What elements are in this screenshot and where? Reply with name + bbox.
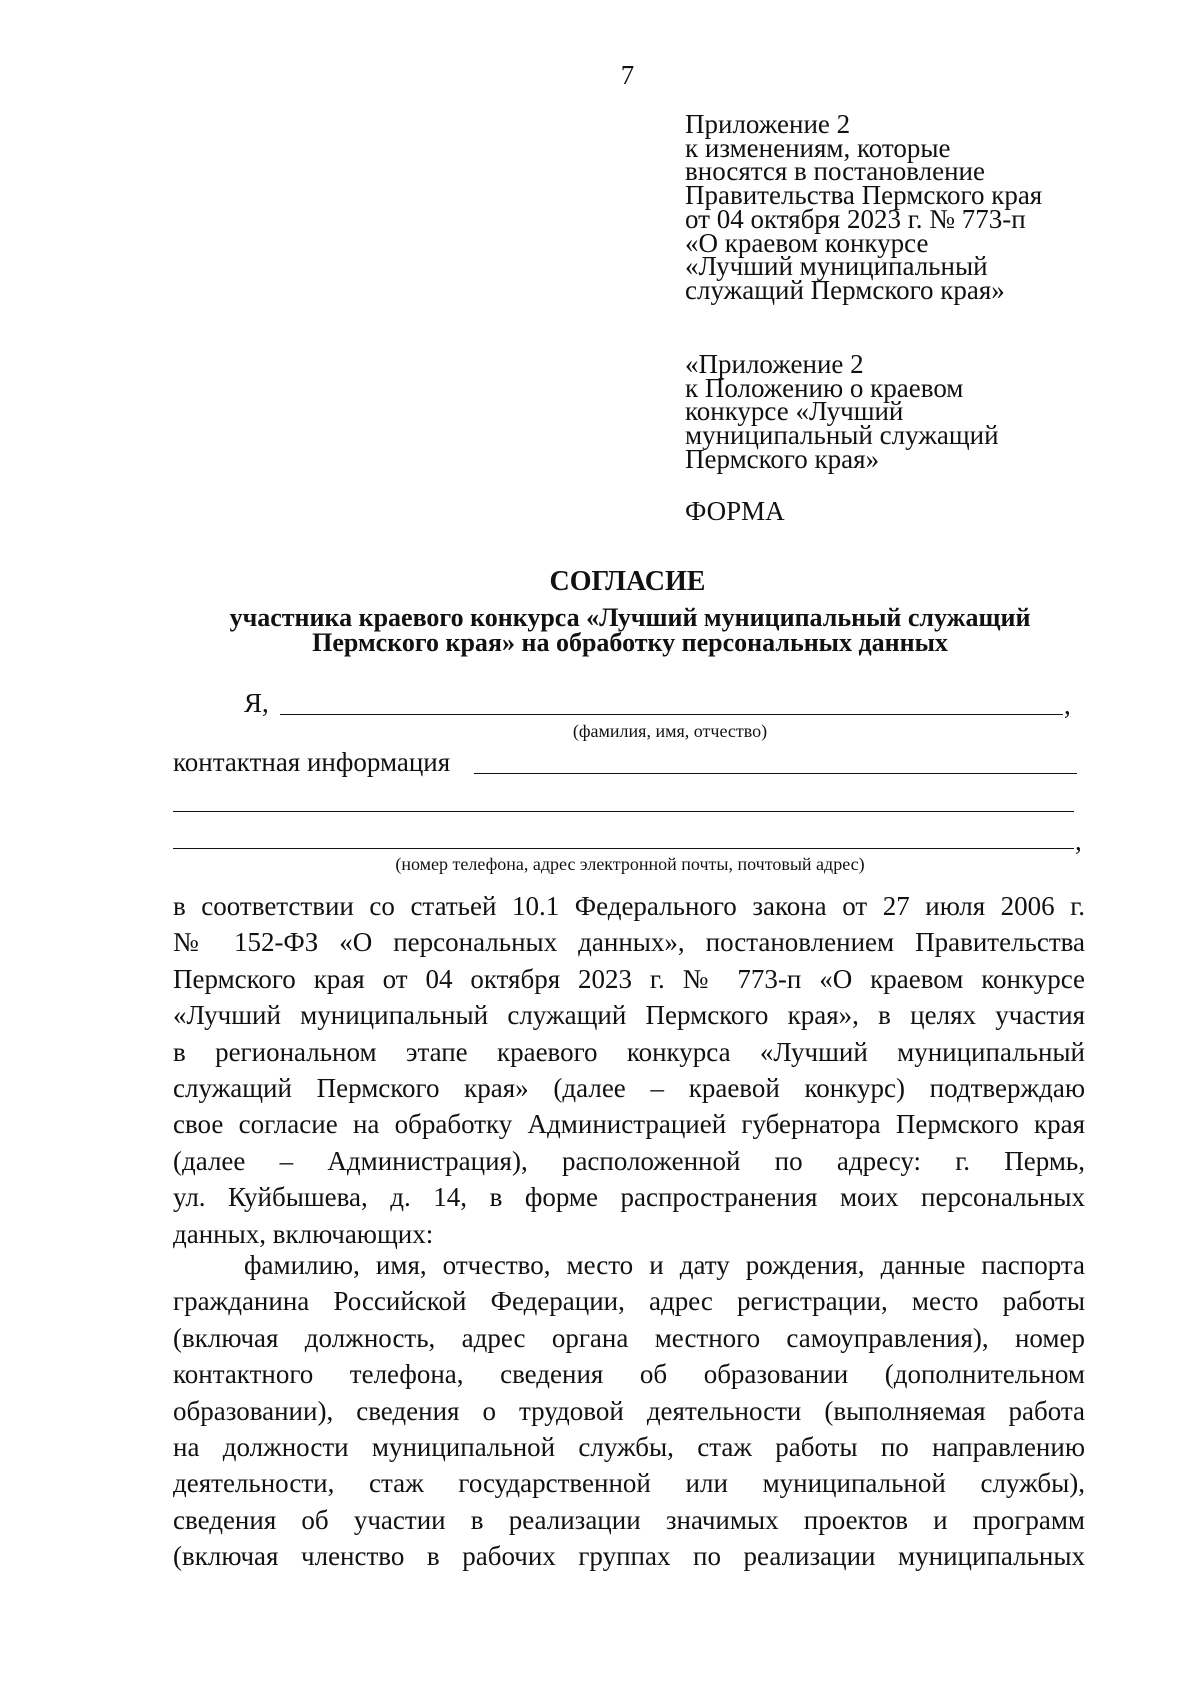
name-field-line[interactable] (280, 714, 1063, 715)
personal-data-paragraph-line: сведения об участии в реализации значимых проектов и программ (173, 1504, 1085, 1535)
consent-paragraph-line: в региональном этапе краевого конкурса «Лучший муниципальный (173, 1036, 1085, 1067)
consent-paragraph-line: ул. Куйбышева, д. 14, в форме распространения моих персональных (173, 1182, 1085, 1213)
consent-paragraph-line: «Лучший муниципальный служащий Пермского края», в целях участия (173, 1000, 1085, 1031)
annex-note-line: к Положению о краевом (685, 372, 964, 403)
personal-data-paragraph-line: контактного телефона, сведения об образовании (дополнительном (173, 1359, 1085, 1390)
consent-paragraph-line: Пермского края от 04 октября 2023 г. № 773-п «О краевом конкурсе (173, 963, 1085, 994)
appendix-note-line: к изменениям, которые (685, 132, 951, 163)
annex-note-line: конкурсе «Лучший (685, 396, 904, 427)
contact-field-line-1[interactable] (474, 773, 1077, 774)
personal-data-paragraph-line: образовании), сведения о трудовой деятельности (выполняемая работа (173, 1395, 1085, 1426)
contact-field-comma: , (1075, 826, 1082, 856)
contact-field-caption: (номер телефона, адрес электронной почты, почтовый адрес) (395, 854, 865, 874)
appendix-note-line: Приложение 2 (685, 109, 851, 139)
appendix-note-line: от 04 октября 2023 г. № 773-п (685, 203, 1026, 234)
page-number: 7 (620, 60, 635, 90)
annex-note-line: Пермского края» (685, 443, 880, 474)
annex-note-line: муниципальный служащий (685, 420, 999, 451)
personal-data-paragraph-line: гражданина Российской Федерации, адрес регистрации, место работы (173, 1286, 1085, 1317)
consent-paragraph-line: служащий Пермского края» (далее – краевой конкурс) подтверждаю (173, 1072, 1085, 1103)
name-field-caption: (фамилия, имя, отчество) (572, 721, 768, 741)
appendix-note-line: служащий Пермского края» (685, 274, 1005, 305)
personal-data-paragraph-line: деятельности, стаж государственной или муниципальной службы), (173, 1468, 1085, 1499)
personal-data-paragraph-line: (включая членство в рабочих группах по реализации муниципальных (173, 1541, 1085, 1572)
appendix-note-line: Правительства Пермского края (685, 180, 1043, 211)
personal-data-paragraph-line: фамилию, имя, отчество, место и дату рождения, данные паспорта (244, 1250, 1085, 1280)
contact-field-line-2[interactable] (173, 811, 1074, 812)
consent-paragraph-line: № 152-ФЗ «О персональных данных», постановлением Правительства (173, 927, 1085, 958)
consent-paragraph-line: (далее – Администрация), расположенной по адресу: г. Пермь, (173, 1145, 1085, 1176)
document-subtitle (170, 603, 1090, 657)
consent-paragraph (173, 888, 1085, 1252)
contact-field-label: контактная информация (173, 747, 451, 777)
personal-data-paragraph-line: (включая должность, адрес органа местного самоуправления), номер (173, 1322, 1085, 1353)
form-label: ФОРМА (685, 496, 785, 526)
consent-paragraph-line: в соответствии со статьей 10.1 Федерального закона от 27 июля 2006 г. (173, 891, 1085, 921)
appendix-note (685, 109, 1125, 305)
name-field-label: Я, (244, 688, 269, 718)
name-field-comma: , (1064, 690, 1071, 720)
contact-field-line-3[interactable] (173, 848, 1074, 849)
personal-data-paragraph-line: на должности муниципальной службы, стаж работы по направлению (173, 1431, 1085, 1462)
appendix-note-line: «О краевом конкурсе (685, 227, 929, 258)
subtitle-line: Пермского края» на обработку персональных данных (312, 627, 948, 657)
personal-data-paragraph (173, 1247, 1085, 1575)
subtitle-line: участника краевого конкурса «Лучший муниципальный служащий (229, 603, 1031, 632)
consent-paragraph-line: свое согласие на обработку Администрацией губернатора Пермского края (173, 1109, 1085, 1140)
appendix-note-line: «Лучший муниципальный (685, 251, 988, 282)
document-title: СОГЛАСИЕ (549, 566, 706, 597)
annex-note-line: «Приложение 2 (685, 349, 864, 379)
appendix-note-line: вносятся в постановление (685, 156, 985, 187)
consent-paragraph-line: данных, включающих: (173, 1218, 434, 1249)
annex-note (685, 349, 1125, 474)
